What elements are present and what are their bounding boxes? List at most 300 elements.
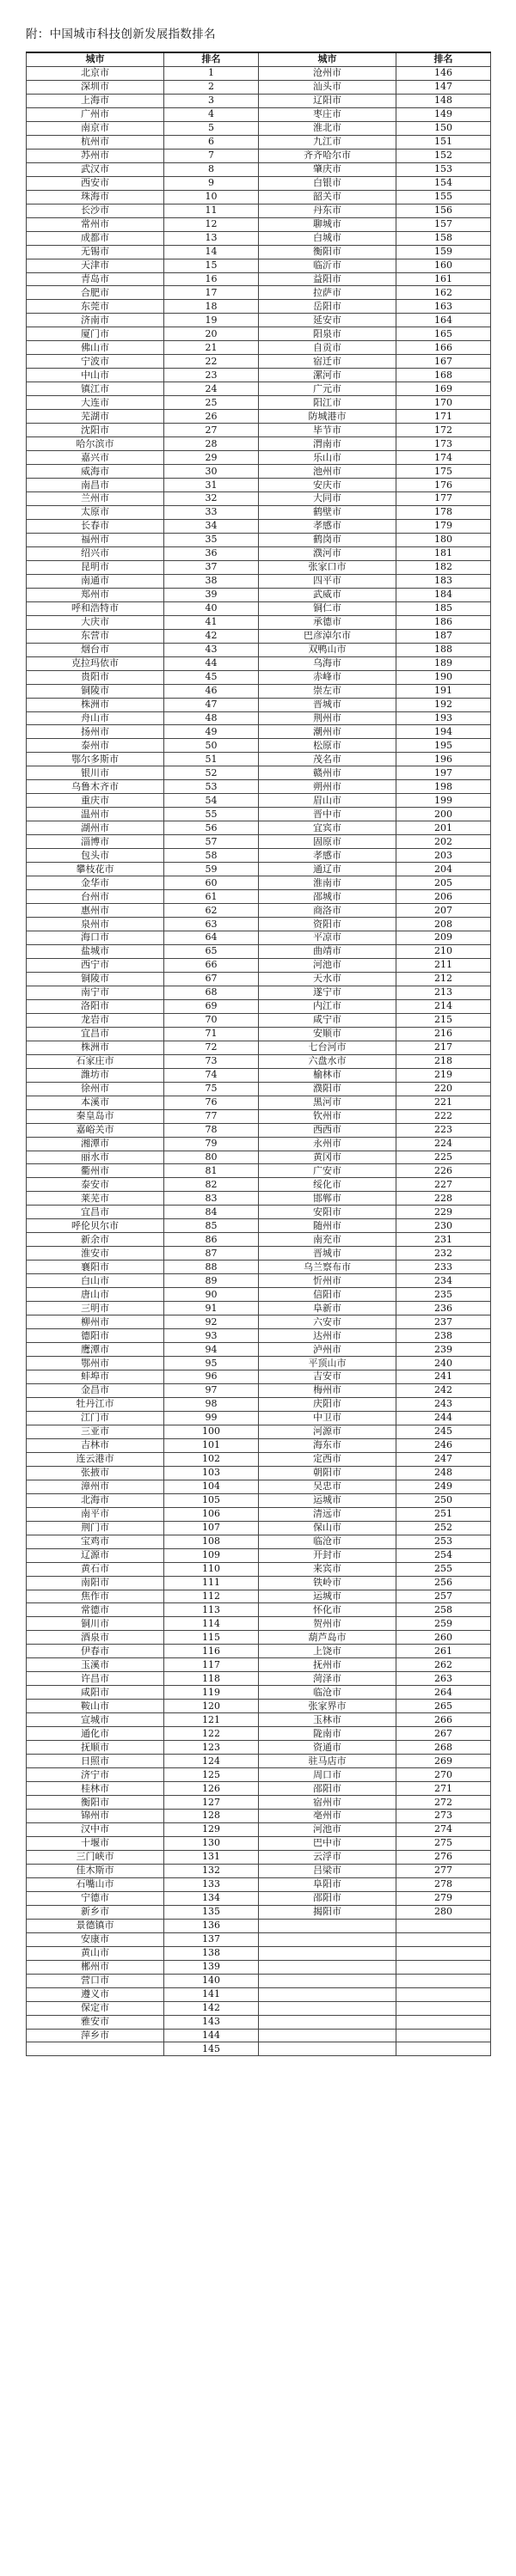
city-cell-right: 遂宁市 xyxy=(259,986,396,999)
city-cell-right: 临沂市 xyxy=(259,259,396,272)
rank-cell-left: 41 xyxy=(164,615,259,629)
city-cell-right xyxy=(259,2001,396,2015)
city-cell-right: 泸州市 xyxy=(259,1343,396,1357)
rank-cell-right: 159 xyxy=(396,245,491,259)
rank-cell-left: 54 xyxy=(164,794,259,808)
rank-cell-left: 139 xyxy=(164,1960,259,1974)
rank-cell-right: 178 xyxy=(396,505,491,519)
rank-cell-left: 83 xyxy=(164,1192,259,1206)
city-cell-right: 孝感市 xyxy=(259,849,396,863)
table-row xyxy=(27,1247,491,1261)
city-cell-left: 呼和浩特市 xyxy=(27,601,164,615)
table-row xyxy=(27,684,491,698)
rank-cell-left: 80 xyxy=(164,1151,259,1164)
table-row xyxy=(27,1768,491,1782)
city-cell-right: 聊城市 xyxy=(259,217,396,231)
header-city-right: 城市 xyxy=(259,52,396,66)
rank-cell-left: 142 xyxy=(164,2001,259,2015)
rank-cell-left: 101 xyxy=(164,1438,259,1452)
rank-cell-right: 169 xyxy=(396,382,491,396)
table-row xyxy=(27,1425,491,1438)
rank-cell-right: 243 xyxy=(396,1397,491,1411)
city-cell-left: 桂林市 xyxy=(27,1782,164,1796)
city-cell-left: 淮安市 xyxy=(27,1247,164,1261)
rank-cell-left: 106 xyxy=(164,1507,259,1521)
rank-cell-right: 267 xyxy=(396,1727,491,1741)
rank-cell-right: 216 xyxy=(396,1027,491,1041)
city-cell-left: 盐城市 xyxy=(27,944,164,958)
city-cell-right xyxy=(259,1919,396,1932)
city-cell-left: 锦州市 xyxy=(27,1810,164,1823)
rank-cell-left: 108 xyxy=(164,1535,259,1548)
table-row xyxy=(27,451,491,465)
city-cell-right: 广元市 xyxy=(259,382,396,396)
table-row xyxy=(27,794,491,808)
city-cell-left: 汉中市 xyxy=(27,1822,164,1836)
rank-cell-right xyxy=(396,1932,491,1946)
rank-cell-right: 238 xyxy=(396,1329,491,1343)
city-cell-right: 海东市 xyxy=(259,1438,396,1452)
table-row xyxy=(27,780,491,794)
rank-cell-left: 25 xyxy=(164,396,259,410)
city-cell-right: 晋城市 xyxy=(259,698,396,711)
rank-cell-left: 65 xyxy=(164,944,259,958)
rank-cell-left: 140 xyxy=(164,1974,259,1987)
table-row xyxy=(27,1480,491,1493)
city-cell-left: 遵义市 xyxy=(27,1987,164,2001)
table-row xyxy=(27,1713,491,1727)
rank-cell-right: 207 xyxy=(396,904,491,918)
rank-cell-left: 59 xyxy=(164,863,259,876)
rank-cell-right: 189 xyxy=(396,656,491,670)
rank-cell-left: 40 xyxy=(164,601,259,615)
rank-cell-left: 14 xyxy=(164,245,259,259)
rank-cell-right: 236 xyxy=(396,1302,491,1315)
rank-cell-left: 132 xyxy=(164,1864,259,1877)
city-cell-left: 宁波市 xyxy=(27,355,164,369)
rank-cell-right: 278 xyxy=(396,1877,491,1891)
city-cell-right: 九江市 xyxy=(259,135,396,149)
rank-cell-left: 118 xyxy=(164,1672,259,1686)
city-cell-right: 毕节市 xyxy=(259,424,396,437)
city-cell-right: 眉山市 xyxy=(259,794,396,808)
city-cell-right: 安阳市 xyxy=(259,1206,396,1219)
city-cell-left: 南通市 xyxy=(27,574,164,588)
rank-cell-right: 240 xyxy=(396,1357,491,1370)
city-cell-right: 邵阳市 xyxy=(259,1782,396,1796)
rank-cell-right: 280 xyxy=(396,1905,491,1919)
rank-cell-left: 13 xyxy=(164,231,259,245)
table-row xyxy=(27,1219,491,1233)
city-cell-left: 鞍山市 xyxy=(27,1700,164,1713)
table-row xyxy=(27,1631,491,1645)
city-cell-left: 三亚市 xyxy=(27,1425,164,1438)
city-cell-right: 中卫市 xyxy=(259,1411,396,1425)
city-cell-right: 庆阳市 xyxy=(259,1397,396,1411)
rank-cell-right: 156 xyxy=(396,204,491,217)
table-row xyxy=(27,904,491,918)
city-cell-left: 三明市 xyxy=(27,1302,164,1315)
rank-cell-left: 70 xyxy=(164,1013,259,1027)
city-cell-right: 防城港市 xyxy=(259,410,396,424)
city-cell-right: 河源市 xyxy=(259,1425,396,1438)
city-cell-left: 佛山市 xyxy=(27,341,164,355)
rank-cell-left: 68 xyxy=(164,986,259,999)
city-cell-right: 邵城市 xyxy=(259,890,396,904)
rank-cell-left: 61 xyxy=(164,890,259,904)
rank-cell-left: 111 xyxy=(164,1576,259,1590)
city-cell-left: 福州市 xyxy=(27,533,164,546)
rank-cell-left: 105 xyxy=(164,1493,259,1507)
rank-cell-left: 44 xyxy=(164,656,259,670)
rank-cell-right: 203 xyxy=(396,849,491,863)
city-cell-right: 钦州市 xyxy=(259,1109,396,1123)
rank-cell-left: 33 xyxy=(164,505,259,519)
table-row xyxy=(27,643,491,656)
table-row xyxy=(27,1672,491,1686)
table-row xyxy=(27,1836,491,1850)
table-row xyxy=(27,1576,491,1590)
table-row xyxy=(27,1151,491,1164)
city-cell-left: 郴州市 xyxy=(27,1960,164,1974)
city-cell-left: 乌鲁木齐市 xyxy=(27,780,164,794)
city-cell-left: 济宁市 xyxy=(27,1768,164,1782)
table-row xyxy=(27,1370,491,1384)
table-row xyxy=(27,1082,491,1096)
city-cell-right: 黄冈市 xyxy=(259,1151,396,1164)
rank-cell-right: 158 xyxy=(396,231,491,245)
city-cell-left: 常州市 xyxy=(27,217,164,231)
table-row xyxy=(27,1192,491,1206)
city-cell-left: 秦皇岛市 xyxy=(27,1109,164,1123)
rank-cell-left: 58 xyxy=(164,849,259,863)
city-cell-right: 怀化市 xyxy=(259,1603,396,1617)
table-row xyxy=(27,656,491,670)
rank-cell-left: 100 xyxy=(164,1425,259,1438)
rank-cell-right xyxy=(396,1974,491,1987)
city-cell-left: 连云港市 xyxy=(27,1452,164,1466)
city-cell-left: 合肥市 xyxy=(27,286,164,300)
city-cell-right: 阜阳市 xyxy=(259,1877,396,1891)
city-cell-left: 湖州市 xyxy=(27,821,164,835)
city-cell-left: 焦作市 xyxy=(27,1590,164,1603)
rank-cell-right: 201 xyxy=(396,821,491,835)
table-row xyxy=(27,1932,491,1946)
city-cell-right: 赣州市 xyxy=(259,766,396,780)
rank-cell-left: 63 xyxy=(164,918,259,931)
city-cell-right: 临沧市 xyxy=(259,1686,396,1700)
rank-cell-left: 98 xyxy=(164,1397,259,1411)
rank-cell-left: 55 xyxy=(164,808,259,821)
rank-cell-left: 76 xyxy=(164,1096,259,1109)
table-row xyxy=(27,1686,491,1700)
rank-cell-right: 228 xyxy=(396,1192,491,1206)
table-row xyxy=(27,479,491,492)
table-row xyxy=(27,80,491,94)
city-cell-left: 本溪市 xyxy=(27,1096,164,1109)
city-cell-left: 黄山市 xyxy=(27,1946,164,1960)
city-cell-left: 北京市 xyxy=(27,66,164,80)
rank-cell-right: 212 xyxy=(396,972,491,986)
city-cell-left: 十堰市 xyxy=(27,1836,164,1850)
table-row xyxy=(27,588,491,601)
rank-cell-left: 122 xyxy=(164,1727,259,1741)
city-cell-right: 河池市 xyxy=(259,958,396,972)
rank-cell-right: 208 xyxy=(396,918,491,931)
rank-cell-right: 222 xyxy=(396,1109,491,1123)
table-row xyxy=(27,1466,491,1480)
city-cell-right: 吕梁市 xyxy=(259,1864,396,1877)
city-cell-right: 曲靖市 xyxy=(259,944,396,958)
rank-cell-left: 120 xyxy=(164,1700,259,1713)
city-cell-right: 贺州市 xyxy=(259,1617,396,1631)
city-cell-left: 成都市 xyxy=(27,231,164,245)
city-cell-right: 濮河市 xyxy=(259,546,396,560)
city-cell-left: 中山市 xyxy=(27,369,164,382)
city-cell-right: 衡阳市 xyxy=(259,245,396,259)
city-cell-right: 七台河市 xyxy=(259,1041,396,1054)
city-cell-left: 舟山市 xyxy=(27,711,164,725)
city-cell-right: 阳泉市 xyxy=(259,327,396,341)
rank-cell-left: 8 xyxy=(164,162,259,176)
city-cell-left: 东莞市 xyxy=(27,300,164,314)
city-cell-left: 金昌市 xyxy=(27,1383,164,1397)
rank-cell-left: 99 xyxy=(164,1411,259,1425)
rank-cell-left: 16 xyxy=(164,272,259,286)
rank-cell-right xyxy=(396,2001,491,2015)
city-cell-right xyxy=(259,1974,396,1987)
city-cell-right: 六安市 xyxy=(259,1315,396,1329)
rank-cell-left: 77 xyxy=(164,1109,259,1123)
city-cell-right: 阳江市 xyxy=(259,396,396,410)
table-row xyxy=(27,369,491,382)
rank-cell-left: 52 xyxy=(164,766,259,780)
city-cell-left: 台州市 xyxy=(27,890,164,904)
city-cell-right: 内江市 xyxy=(259,999,396,1013)
rank-cell-left: 136 xyxy=(164,1919,259,1932)
rank-cell-right: 157 xyxy=(396,217,491,231)
city-cell-right: 濮阳市 xyxy=(259,1082,396,1096)
city-cell-right xyxy=(259,2042,396,2056)
rank-cell-left: 127 xyxy=(164,1796,259,1810)
city-cell-right: 清远市 xyxy=(259,1507,396,1521)
rank-cell-right: 231 xyxy=(396,1233,491,1247)
rank-cell-right: 251 xyxy=(396,1507,491,1521)
table-row xyxy=(27,1261,491,1274)
table-row xyxy=(27,1315,491,1329)
table-row xyxy=(27,1810,491,1823)
city-cell-right: 崇左市 xyxy=(259,684,396,698)
table-row xyxy=(27,1877,491,1891)
city-cell-right: 枣庄市 xyxy=(259,107,396,121)
city-cell-left: 厦门市 xyxy=(27,327,164,341)
rank-cell-right: 187 xyxy=(396,629,491,643)
city-cell-right: 韶关市 xyxy=(259,190,396,204)
table-row xyxy=(27,1302,491,1315)
city-cell-right: 榆林市 xyxy=(259,1068,396,1082)
rank-cell-left: 133 xyxy=(164,1877,259,1891)
table-row xyxy=(27,629,491,643)
table-row xyxy=(27,1548,491,1562)
table-row xyxy=(27,162,491,176)
table-row xyxy=(27,437,491,451)
city-cell-left: 营口市 xyxy=(27,1974,164,1987)
rank-cell-left: 49 xyxy=(164,725,259,739)
header-city-left: 城市 xyxy=(27,52,164,66)
city-cell-left: 太原市 xyxy=(27,505,164,519)
rank-cell-right: 239 xyxy=(396,1343,491,1357)
table-row xyxy=(27,94,491,107)
rank-cell-left: 75 xyxy=(164,1082,259,1096)
table-row xyxy=(27,766,491,780)
table-row xyxy=(27,1411,491,1425)
city-cell-left: 重庆市 xyxy=(27,794,164,808)
city-cell-left: 银川市 xyxy=(27,766,164,780)
rank-cell-right: 151 xyxy=(396,135,491,149)
city-cell-left: 鄂尔多斯市 xyxy=(27,753,164,766)
city-cell-left: 牡丹江市 xyxy=(27,1397,164,1411)
rank-cell-right: 253 xyxy=(396,1535,491,1548)
rank-cell-right: 186 xyxy=(396,615,491,629)
rank-cell-left: 134 xyxy=(164,1891,259,1905)
table-row xyxy=(27,2029,491,2042)
rank-cell-right: 155 xyxy=(396,190,491,204)
city-cell-left: 绍兴市 xyxy=(27,546,164,560)
city-cell-left: 徐州市 xyxy=(27,1082,164,1096)
rank-cell-left: 144 xyxy=(164,2029,259,2042)
table-row xyxy=(27,424,491,437)
city-cell-right: 永州市 xyxy=(259,1137,396,1151)
rank-cell-right: 188 xyxy=(396,643,491,656)
table-row xyxy=(27,835,491,849)
city-cell-left: 济南市 xyxy=(27,314,164,327)
table-row xyxy=(27,958,491,972)
city-cell-left: 鹰潭市 xyxy=(27,1343,164,1357)
city-cell-left: 攀枝花市 xyxy=(27,863,164,876)
city-cell-left: 大连市 xyxy=(27,396,164,410)
city-cell-left: 长沙市 xyxy=(27,204,164,217)
header-rank-left: 排名 xyxy=(164,52,259,66)
rank-cell-left: 84 xyxy=(164,1206,259,1219)
city-cell-right: 南充市 xyxy=(259,1233,396,1247)
rank-cell-left: 128 xyxy=(164,1810,259,1823)
rank-cell-left: 17 xyxy=(164,286,259,300)
city-cell-right: 黑河市 xyxy=(259,1096,396,1109)
city-cell-left: 东营市 xyxy=(27,629,164,643)
rank-cell-left: 97 xyxy=(164,1383,259,1397)
city-cell-right: 潮州市 xyxy=(259,725,396,739)
rank-cell-right: 269 xyxy=(396,1755,491,1768)
rank-cell-left: 3 xyxy=(164,94,259,107)
rank-cell-right: 184 xyxy=(396,588,491,601)
rank-cell-right: 164 xyxy=(396,314,491,327)
city-cell-right: 巴彦淖尔市 xyxy=(259,629,396,643)
rank-cell-left: 87 xyxy=(164,1247,259,1261)
rank-cell-right: 167 xyxy=(396,355,491,369)
city-cell-right: 沧州市 xyxy=(259,66,396,80)
city-cell-right: 宿州市 xyxy=(259,1796,396,1810)
city-cell-right: 白银市 xyxy=(259,176,396,190)
table-row xyxy=(27,149,491,162)
city-cell-left: 深圳市 xyxy=(27,80,164,94)
table-row xyxy=(27,259,491,272)
table-row xyxy=(27,821,491,835)
city-cell-left: 吉林市 xyxy=(27,1438,164,1452)
table-row xyxy=(27,519,491,533)
city-cell-right: 达州市 xyxy=(259,1329,396,1343)
rank-cell-left: 35 xyxy=(164,533,259,546)
table-row xyxy=(27,1274,491,1288)
city-cell-right: 淮北市 xyxy=(259,121,396,135)
rank-cell-right: 266 xyxy=(396,1713,491,1727)
rank-cell-left: 104 xyxy=(164,1480,259,1493)
document-title: 附：中国城市科技创新发展指数排名 xyxy=(26,27,216,41)
rank-cell-left: 37 xyxy=(164,560,259,574)
table-row xyxy=(27,1782,491,1796)
table-row xyxy=(27,1987,491,2001)
city-cell-right: 荆州市 xyxy=(259,711,396,725)
rank-cell-left: 117 xyxy=(164,1658,259,1672)
table-row xyxy=(27,217,491,231)
table-row xyxy=(27,1027,491,1041)
city-cell-right: 周口市 xyxy=(259,1768,396,1782)
rank-cell-left: 86 xyxy=(164,1233,259,1247)
table-row xyxy=(27,1590,491,1603)
city-cell-left: 昆明市 xyxy=(27,560,164,574)
table-row xyxy=(27,1343,491,1357)
city-cell-left: 辽源市 xyxy=(27,1548,164,1562)
rank-cell-right: 230 xyxy=(396,1219,491,1233)
rank-cell-left: 116 xyxy=(164,1645,259,1658)
city-cell-left: 雅安市 xyxy=(27,2015,164,2029)
table-row xyxy=(27,1864,491,1877)
table-row xyxy=(27,849,491,863)
city-cell-right: 西西市 xyxy=(259,1123,396,1137)
city-cell-right: 双鸭山市 xyxy=(259,643,396,656)
city-cell-right: 宜宾市 xyxy=(259,821,396,835)
city-cell-left: 安康市 xyxy=(27,1932,164,1946)
city-cell-left: 广州市 xyxy=(27,107,164,121)
rank-cell-left: 66 xyxy=(164,958,259,972)
rank-cell-left: 69 xyxy=(164,999,259,1013)
table-row xyxy=(27,1123,491,1137)
rank-cell-left: 9 xyxy=(164,176,259,190)
table-row xyxy=(27,931,491,945)
city-cell-left: 宝鸡市 xyxy=(27,1535,164,1548)
rank-cell-left: 110 xyxy=(164,1562,259,1576)
city-cell-right: 陇南市 xyxy=(259,1727,396,1741)
rank-cell-left: 125 xyxy=(164,1768,259,1782)
rank-cell-right: 244 xyxy=(396,1411,491,1425)
rank-cell-left: 91 xyxy=(164,1302,259,1315)
city-cell-right: 阜新市 xyxy=(259,1302,396,1315)
table-row xyxy=(27,1700,491,1713)
rank-cell-left: 114 xyxy=(164,1617,259,1631)
table-row xyxy=(27,204,491,217)
rank-cell-left: 115 xyxy=(164,1631,259,1645)
rank-cell-right: 182 xyxy=(396,560,491,574)
city-cell-left: 淄博市 xyxy=(27,835,164,849)
city-cell-left: 柳州市 xyxy=(27,1315,164,1329)
table-row xyxy=(27,698,491,711)
rank-cell-left: 6 xyxy=(164,135,259,149)
city-cell-left: 石嘴山市 xyxy=(27,1877,164,1891)
rank-cell-right: 225 xyxy=(396,1151,491,1164)
city-cell-left: 杭州市 xyxy=(27,135,164,149)
city-cell-left: 天津市 xyxy=(27,259,164,272)
city-cell-right: 辽阳市 xyxy=(259,94,396,107)
city-cell-right xyxy=(259,1946,396,1960)
